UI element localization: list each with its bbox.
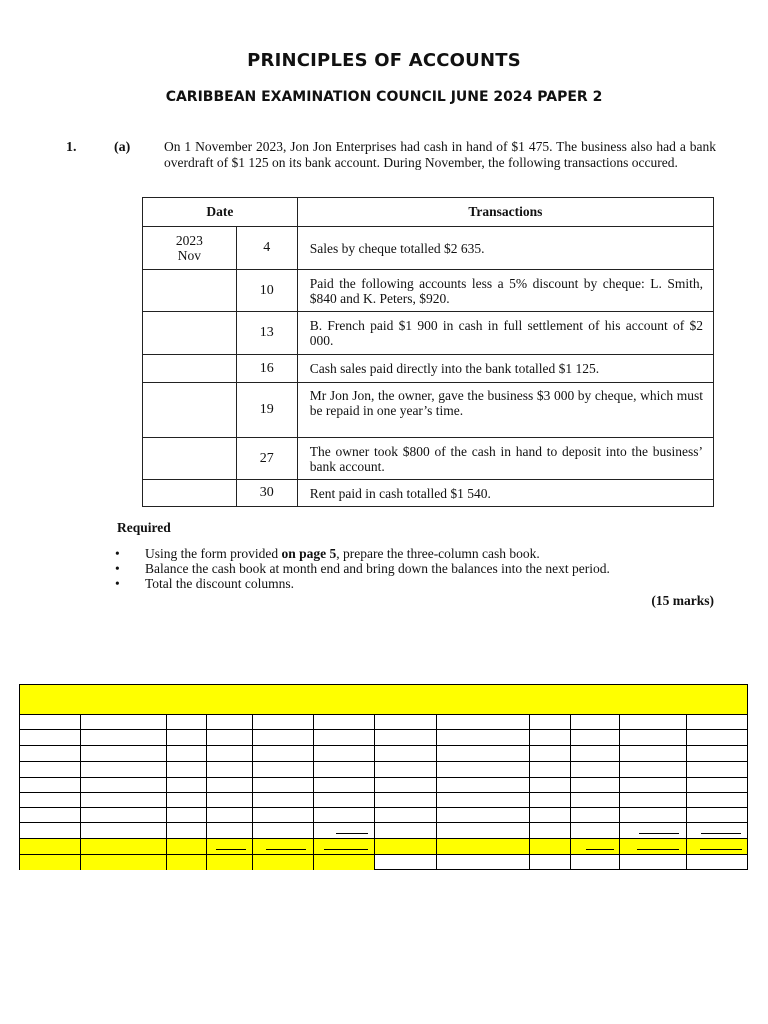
day-cell: 27: [236, 438, 297, 480]
bullet-icon: •: [115, 576, 120, 591]
total-underline: [637, 849, 679, 850]
page-subtitle: CARIBBEAN EXAMINATION COUNCIL JUNE 2024 PAPER 2: [165, 89, 603, 105]
total-underline: [701, 833, 741, 834]
column-rule: [686, 714, 687, 870]
balance-row-highlight-left: [20, 854, 374, 870]
transactions-header: Transactions: [297, 198, 713, 227]
date-blank-cell: [143, 355, 237, 383]
required-heading: Required: [117, 520, 171, 535]
total-underline: [639, 833, 679, 834]
date-year-month: [143, 227, 237, 270]
column-rule: [529, 714, 530, 870]
total-underline: [700, 849, 742, 850]
column-rule: [570, 714, 571, 870]
column-rule: [80, 714, 81, 870]
row-rule: [20, 807, 747, 808]
bullet-icon: •: [115, 546, 120, 561]
required-item: • Balance the cash book at month end and bring down the balances into the next period.: [115, 561, 610, 576]
date-blank-cell: [143, 438, 237, 480]
cash-book-header-band: [20, 685, 747, 715]
row-rule: [20, 777, 747, 778]
question-number: 1.: [66, 140, 77, 155]
row-rule: [20, 854, 747, 855]
day-cell: 13: [236, 312, 297, 355]
page-title: PRINCIPLES OF ACCOUNTS: [247, 50, 521, 71]
cash-book-form: [19, 684, 748, 870]
day-cell: 4: [236, 227, 297, 270]
day-cell: 16: [236, 355, 297, 383]
total-underline: [324, 849, 368, 850]
transaction-text: Paid the following accounts less a 5% discount by cheque: L. Smith, $840 and K. Peters, $920.: [297, 270, 713, 312]
transaction-text: B. French paid $1 900 in cash in full settlement of his account of $2 000.: [297, 312, 713, 355]
marks-label: (15 marks): [651, 593, 714, 608]
question-part: (a): [114, 140, 131, 155]
required-item: • Using the form provided on page 5, prepare the three-column cash book.: [115, 546, 540, 561]
row-rule: [20, 792, 747, 793]
date-header: Date: [143, 198, 298, 227]
total-underline: [266, 849, 306, 850]
date-blank-cell: [143, 383, 237, 438]
transaction-text: Sales by cheque totalled $2 635.: [297, 227, 713, 270]
column-rule: [374, 714, 375, 870]
row-rule: [20, 745, 747, 746]
date-blank-cell: [143, 480, 237, 507]
transaction-text: Cash sales paid directly into the bank totalled $1 125.: [297, 355, 713, 383]
total-underline: [586, 849, 614, 850]
total-underline: [216, 849, 246, 850]
day-cell: 19: [236, 383, 297, 438]
question-intro: On 1 November 2023, Jon Jon Enterprises had cash in hand of $1 475. The business also had a bank overdraft of $1 125 on its bank account. During November, the following transactions occured.: [164, 139, 716, 170]
transactions-table: [142, 197, 714, 507]
day-cell: 30: [236, 480, 297, 507]
date-blank-cell: [143, 270, 237, 312]
transaction-text: Rent paid in cash totalled $1 540.: [297, 480, 713, 507]
column-rule: [619, 714, 620, 870]
column-rule: [252, 714, 253, 870]
total-underline: [336, 833, 368, 834]
transaction-text: Mr Jon Jon, the owner, gave the business $3 000 by cheque, which must be repaid in one year’s time.: [297, 383, 713, 438]
column-rule: [313, 714, 314, 870]
row-rule: [20, 838, 747, 839]
column-rule: [166, 714, 167, 870]
date-month: Nov: [177, 248, 202, 263]
row-rule: [20, 822, 747, 823]
transaction-text: The owner took $800 of the cash in hand to deposit into the business’ bank account.: [297, 438, 713, 480]
column-rule: [206, 714, 207, 870]
day-cell: 10: [236, 270, 297, 312]
row-rule: [20, 761, 747, 762]
date-year: 2023: [175, 233, 203, 248]
required-list: [115, 546, 715, 591]
totals-row-highlight: [20, 838, 747, 854]
bullet-icon: •: [115, 561, 120, 576]
column-rule: [436, 714, 437, 870]
row-rule: [20, 729, 747, 730]
required-item: • Total the discount columns.: [115, 576, 295, 591]
date-blank-cell: [143, 312, 237, 355]
